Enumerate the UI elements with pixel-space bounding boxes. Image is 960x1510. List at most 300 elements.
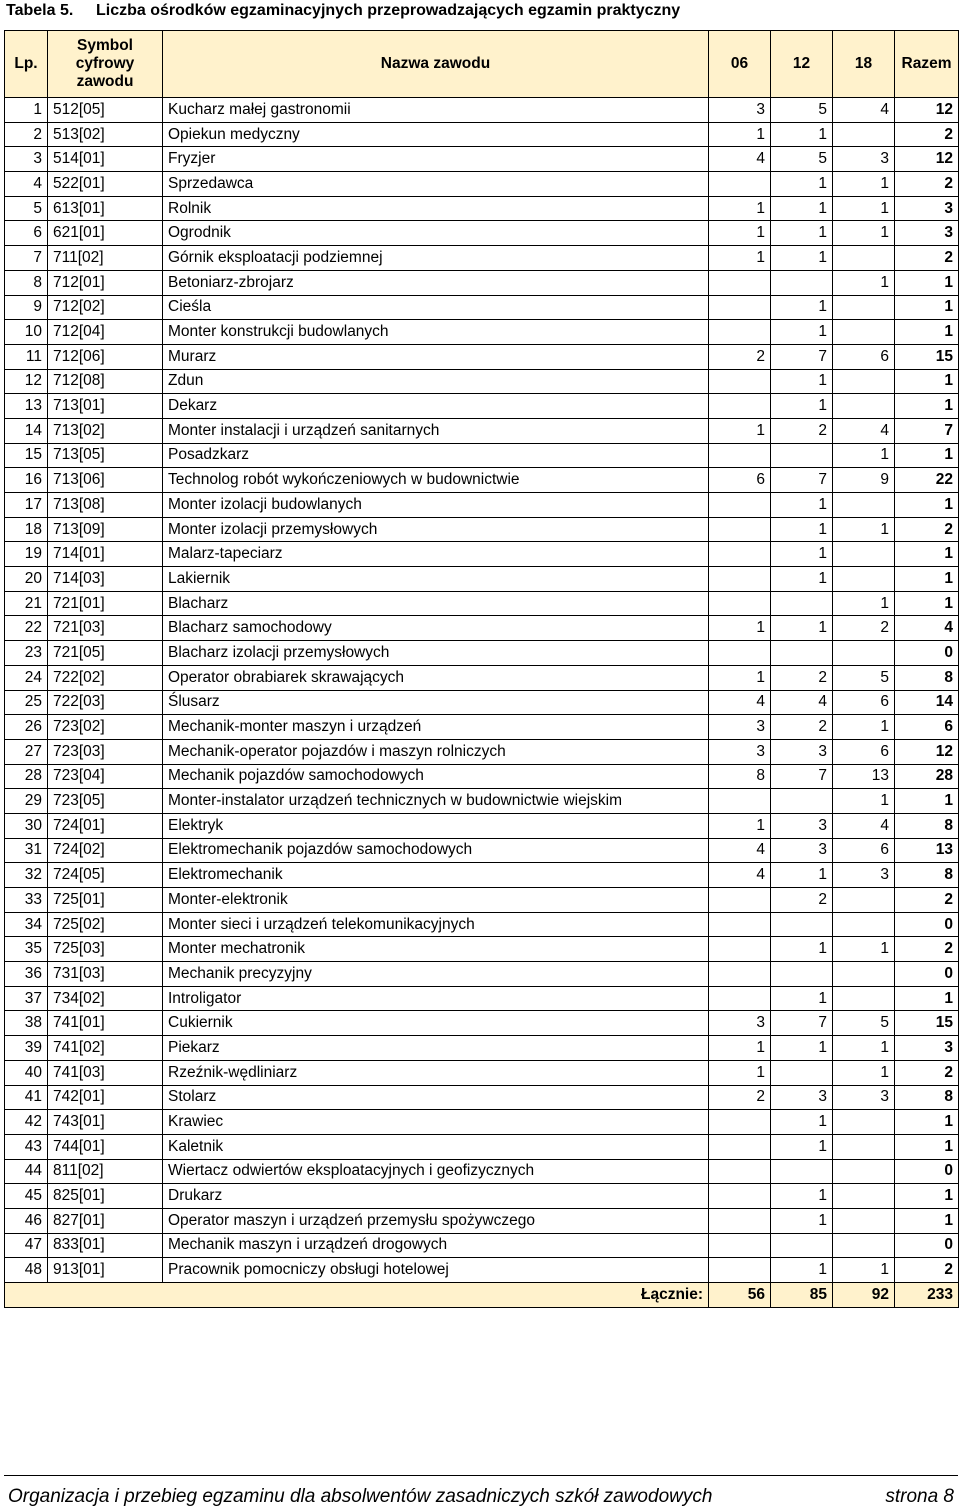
cell-lp: 37 (5, 986, 48, 1011)
cell-06 (709, 172, 771, 197)
cell-total: 0 (895, 912, 959, 937)
table-row (5, 937, 959, 962)
cell-lp: 34 (5, 912, 48, 937)
cell-12: 1 (771, 320, 833, 345)
header-name: Nazwa zawodu (163, 31, 709, 98)
summary-row (5, 1283, 959, 1308)
cell-name: Drukarz (163, 1184, 709, 1209)
cell-symbol: 744[01] (48, 1134, 163, 1159)
cell-06: 1 (709, 1036, 771, 1061)
cell-06: 1 (709, 196, 771, 221)
table-row (5, 246, 959, 271)
cell-06 (709, 1208, 771, 1233)
cell-lp: 26 (5, 715, 48, 740)
cell-18 (833, 641, 895, 666)
cell-lp: 1 (5, 98, 48, 123)
cell-name: Monter izolacji budowlanych (163, 493, 709, 518)
cell-name: Introligator (163, 986, 709, 1011)
cell-lp: 15 (5, 443, 48, 468)
cell-name: Operator maszyn i urządzeń przemysłu spożywczego (163, 1208, 709, 1233)
cell-06 (709, 567, 771, 592)
cell-symbol: 613[01] (48, 196, 163, 221)
table-row (5, 690, 959, 715)
cell-18: 6 (833, 690, 895, 715)
cell-12: 7 (771, 1011, 833, 1036)
cell-18 (833, 493, 895, 518)
header-symbol: Symbol cyfrowy zawodu (48, 31, 163, 98)
cell-lp: 17 (5, 493, 48, 518)
cell-06 (709, 493, 771, 518)
cell-symbol: 711[02] (48, 246, 163, 271)
cell-total: 6 (895, 715, 959, 740)
cell-06 (709, 789, 771, 814)
table-row (5, 517, 959, 542)
cell-06 (709, 517, 771, 542)
cell-name: Ogrodnik (163, 221, 709, 246)
cell-06 (709, 937, 771, 962)
cell-total: 0 (895, 641, 959, 666)
cell-12: 7 (771, 764, 833, 789)
cell-symbol: 723[03] (48, 739, 163, 764)
cell-lp: 42 (5, 1110, 48, 1135)
cell-total: 1 (895, 443, 959, 468)
cell-12 (771, 641, 833, 666)
header-lp: Lp. (5, 31, 48, 98)
cell-total: 14 (895, 690, 959, 715)
cell-name: Sprzedawca (163, 172, 709, 197)
cell-total: 2 (895, 172, 959, 197)
cell-lp: 12 (5, 369, 48, 394)
cell-12: 1 (771, 172, 833, 197)
cell-18 (833, 1134, 895, 1159)
cell-symbol: 713[06] (48, 468, 163, 493)
cell-name: Ślusarz (163, 690, 709, 715)
cell-12: 4 (771, 690, 833, 715)
cell-total: 2 (895, 937, 959, 962)
cell-06: 1 (709, 813, 771, 838)
cell-total: 1 (895, 789, 959, 814)
cell-18: 4 (833, 418, 895, 443)
cell-total: 7 (895, 418, 959, 443)
table-row (5, 443, 959, 468)
cell-total: 0 (895, 962, 959, 987)
cell-12: 3 (771, 813, 833, 838)
cell-18: 3 (833, 147, 895, 172)
cell-symbol: 723[04] (48, 764, 163, 789)
table-row (5, 172, 959, 197)
cell-name: Technolog robót wykończeniowych w budownictwie (163, 468, 709, 493)
cell-symbol: 713[01] (48, 394, 163, 419)
cell-name: Cukiernik (163, 1011, 709, 1036)
cell-18 (833, 962, 895, 987)
cell-12: 1 (771, 493, 833, 518)
table-row (5, 1085, 959, 1110)
cell-lp: 41 (5, 1085, 48, 1110)
cell-name: Pracownik pomocniczy obsługi hotelowej (163, 1258, 709, 1283)
cell-total: 1 (895, 1208, 959, 1233)
cell-symbol: 731[03] (48, 962, 163, 987)
cell-name: Mechanik-operator pojazdów i maszyn rolniczych (163, 739, 709, 764)
cell-total: 13 (895, 838, 959, 863)
cell-lp: 45 (5, 1184, 48, 1209)
cell-total: 12 (895, 739, 959, 764)
cell-total: 3 (895, 221, 959, 246)
cell-18: 3 (833, 863, 895, 888)
cell-lp: 33 (5, 888, 48, 913)
cell-18: 1 (833, 1060, 895, 1085)
cell-lp: 18 (5, 517, 48, 542)
cell-12: 1 (771, 937, 833, 962)
cell-name: Zdun (163, 369, 709, 394)
table-row (5, 147, 959, 172)
cell-06: 4 (709, 838, 771, 863)
table-row (5, 813, 959, 838)
cell-total: 1 (895, 986, 959, 1011)
cell-12: 1 (771, 517, 833, 542)
cell-12: 1 (771, 1134, 833, 1159)
cell-12: 1 (771, 295, 833, 320)
cell-18 (833, 888, 895, 913)
table-number: Tabela 5. (6, 2, 74, 19)
cell-18: 4 (833, 813, 895, 838)
cell-symbol: 743[01] (48, 1110, 163, 1135)
cell-06: 1 (709, 616, 771, 641)
cell-18: 6 (833, 739, 895, 764)
cell-symbol: 713[05] (48, 443, 163, 468)
cell-12: 1 (771, 542, 833, 567)
cell-06: 1 (709, 221, 771, 246)
table-row (5, 418, 959, 443)
table-row (5, 641, 959, 666)
cell-name: Górnik eksploatacji podziemnej (163, 246, 709, 271)
cell-symbol: 712[02] (48, 295, 163, 320)
cell-06 (709, 1134, 771, 1159)
cell-06: 1 (709, 418, 771, 443)
summary-total: 233 (895, 1283, 959, 1308)
cell-12: 1 (771, 1110, 833, 1135)
cell-06 (709, 962, 771, 987)
cell-12: 1 (771, 616, 833, 641)
cell-lp: 30 (5, 813, 48, 838)
cell-symbol: 514[01] (48, 147, 163, 172)
cell-symbol: 724[05] (48, 863, 163, 888)
cell-12: 1 (771, 1036, 833, 1061)
cell-total: 1 (895, 567, 959, 592)
cell-symbol: 512[05] (48, 98, 163, 123)
cell-06: 1 (709, 122, 771, 147)
cell-18 (833, 122, 895, 147)
cell-12: 1 (771, 122, 833, 147)
cell-lp: 5 (5, 196, 48, 221)
cell-total: 1 (895, 320, 959, 345)
cell-12: 5 (771, 98, 833, 123)
cell-total: 2 (895, 1258, 959, 1283)
table-caption (6, 0, 680, 22)
cell-12 (771, 591, 833, 616)
cell-total: 1 (895, 369, 959, 394)
cell-name: Fryzjer (163, 147, 709, 172)
cell-12: 1 (771, 986, 833, 1011)
table-row (5, 764, 959, 789)
table-row (5, 665, 959, 690)
cell-lp: 8 (5, 270, 48, 295)
cell-18: 1 (833, 789, 895, 814)
table-row (5, 1258, 959, 1283)
cell-name: Lakiernik (163, 567, 709, 592)
cell-12: 1 (771, 863, 833, 888)
cell-symbol: 714[01] (48, 542, 163, 567)
cell-lp: 22 (5, 616, 48, 641)
cell-symbol: 741[03] (48, 1060, 163, 1085)
cell-lp: 2 (5, 122, 48, 147)
header-12: 12 (771, 31, 833, 98)
cell-name: Monter-elektronik (163, 888, 709, 913)
cell-name: Mechanik-monter maszyn i urządzeń (163, 715, 709, 740)
cell-lp: 38 (5, 1011, 48, 1036)
cell-18 (833, 567, 895, 592)
table-row (5, 221, 959, 246)
cell-symbol: 722[02] (48, 665, 163, 690)
footer-page-number: strona 8 (885, 1486, 954, 1507)
cell-total: 2 (895, 1060, 959, 1085)
header-18: 18 (833, 31, 895, 98)
cell-symbol: 827[01] (48, 1208, 163, 1233)
cell-name: Blacharz samochodowy (163, 616, 709, 641)
table-row (5, 1184, 959, 1209)
cell-name: Mechanik precyzyjny (163, 962, 709, 987)
table-row (5, 838, 959, 863)
table-body (5, 98, 959, 1283)
cell-lp: 47 (5, 1233, 48, 1258)
cell-symbol: 721[01] (48, 591, 163, 616)
table-row (5, 1208, 959, 1233)
cell-name: Wiertacz odwiertów eksploatacyjnych i geofizycznych (163, 1159, 709, 1184)
cell-name: Monter konstrukcji budowlanych (163, 320, 709, 345)
table-row (5, 888, 959, 913)
cell-lp: 19 (5, 542, 48, 567)
cell-total: 1 (895, 394, 959, 419)
cell-name: Piekarz (163, 1036, 709, 1061)
cell-18: 1 (833, 1258, 895, 1283)
cell-18: 1 (833, 517, 895, 542)
cell-symbol: 723[02] (48, 715, 163, 740)
cell-total: 12 (895, 147, 959, 172)
cell-18 (833, 369, 895, 394)
summary-18: 92 (833, 1283, 895, 1308)
cell-lp: 3 (5, 147, 48, 172)
table-row (5, 1159, 959, 1184)
table-row (5, 962, 959, 987)
cell-18: 1 (833, 172, 895, 197)
cell-12: 1 (771, 196, 833, 221)
cell-06: 3 (709, 715, 771, 740)
cell-name: Kaletnik (163, 1134, 709, 1159)
cell-06: 4 (709, 690, 771, 715)
cell-lp: 35 (5, 937, 48, 962)
table-row (5, 270, 959, 295)
cell-18: 4 (833, 98, 895, 123)
cell-name: Monter sieci i urządzeń telekomunikacyjnych (163, 912, 709, 937)
cell-name: Monter mechatronik (163, 937, 709, 962)
header-06: 06 (709, 31, 771, 98)
cell-name: Murarz (163, 344, 709, 369)
cell-total: 1 (895, 493, 959, 518)
cell-18 (833, 295, 895, 320)
cell-12: 2 (771, 418, 833, 443)
cell-12 (771, 270, 833, 295)
cell-lp: 31 (5, 838, 48, 863)
cell-symbol: 712[01] (48, 270, 163, 295)
cell-total: 15 (895, 344, 959, 369)
cell-06 (709, 641, 771, 666)
cell-18: 9 (833, 468, 895, 493)
cell-06: 8 (709, 764, 771, 789)
cell-06 (709, 270, 771, 295)
cell-12: 1 (771, 1258, 833, 1283)
cell-lp: 43 (5, 1134, 48, 1159)
table-row (5, 196, 959, 221)
cell-06 (709, 1258, 771, 1283)
cell-name: Elektryk (163, 813, 709, 838)
cell-symbol: 833[01] (48, 1233, 163, 1258)
cell-symbol: 713[08] (48, 493, 163, 518)
cell-12: 1 (771, 1208, 833, 1233)
cell-06: 1 (709, 246, 771, 271)
cell-06 (709, 320, 771, 345)
cell-lp: 48 (5, 1258, 48, 1283)
cell-12: 5 (771, 147, 833, 172)
cell-symbol: 725[03] (48, 937, 163, 962)
table-row (5, 739, 959, 764)
table-row (5, 369, 959, 394)
cell-symbol: 712[04] (48, 320, 163, 345)
cell-06 (709, 443, 771, 468)
cell-symbol: 825[01] (48, 1184, 163, 1209)
cell-12: 2 (771, 715, 833, 740)
table-row (5, 1036, 959, 1061)
cell-12: 1 (771, 394, 833, 419)
cell-06 (709, 1233, 771, 1258)
cell-lp: 9 (5, 295, 48, 320)
cell-lp: 14 (5, 418, 48, 443)
cell-12: 3 (771, 739, 833, 764)
cell-symbol: 713[02] (48, 418, 163, 443)
cell-06: 3 (709, 1011, 771, 1036)
cell-lp: 13 (5, 394, 48, 419)
cell-name: Mechanik maszyn i urządzeń drogowych (163, 1233, 709, 1258)
table-row (5, 863, 959, 888)
cell-12 (771, 962, 833, 987)
cell-12 (771, 1159, 833, 1184)
table-row (5, 493, 959, 518)
cell-name: Betoniarz-zbrojarz (163, 270, 709, 295)
cell-06: 2 (709, 1085, 771, 1110)
cell-18: 1 (833, 1036, 895, 1061)
cell-total: 8 (895, 1085, 959, 1110)
cell-06 (709, 912, 771, 937)
cell-name: Rolnik (163, 196, 709, 221)
cell-name: Opiekun medyczny (163, 122, 709, 147)
cell-name: Elektromechanik pojazdów samochodowych (163, 838, 709, 863)
cell-06 (709, 369, 771, 394)
cell-total: 4 (895, 616, 959, 641)
summary-06: 56 (709, 1283, 771, 1308)
cell-symbol: 714[03] (48, 567, 163, 592)
cell-symbol: 734[02] (48, 986, 163, 1011)
table-row (5, 98, 959, 123)
cell-symbol: 721[03] (48, 616, 163, 641)
cell-name: Malarz-tapeciarz (163, 542, 709, 567)
cell-name: Monter izolacji przemysłowych (163, 517, 709, 542)
table-row (5, 912, 959, 937)
cell-lp: 23 (5, 641, 48, 666)
table-row (5, 1134, 959, 1159)
cell-18: 1 (833, 715, 895, 740)
cell-total: 3 (895, 1036, 959, 1061)
cell-lp: 4 (5, 172, 48, 197)
cell-symbol: 722[03] (48, 690, 163, 715)
cell-lp: 21 (5, 591, 48, 616)
cell-06 (709, 1184, 771, 1209)
cell-12 (771, 1233, 833, 1258)
cell-18: 6 (833, 838, 895, 863)
cell-06 (709, 591, 771, 616)
table-row (5, 468, 959, 493)
cell-18 (833, 1233, 895, 1258)
table-row (5, 542, 959, 567)
header-total: Razem (895, 31, 959, 98)
cell-total: 2 (895, 517, 959, 542)
cell-18: 13 (833, 764, 895, 789)
cell-name: Monter instalacji i urządzeń sanitarnych (163, 418, 709, 443)
cell-symbol: 522[01] (48, 172, 163, 197)
cell-18: 1 (833, 937, 895, 962)
cell-symbol: 712[06] (48, 344, 163, 369)
cell-total: 8 (895, 665, 959, 690)
cell-total: 1 (895, 542, 959, 567)
cell-18 (833, 912, 895, 937)
cell-06: 2 (709, 344, 771, 369)
cell-12: 2 (771, 888, 833, 913)
cell-lp: 44 (5, 1159, 48, 1184)
cell-total: 2 (895, 122, 959, 147)
cell-name: Krawiec (163, 1110, 709, 1135)
cell-name: Monter-instalator urządzeń technicznych w budownictwie wiejskim (163, 789, 709, 814)
cell-18: 2 (833, 616, 895, 641)
table-row (5, 1110, 959, 1135)
cell-name: Rzeźnik-wędliniarz (163, 1060, 709, 1085)
cell-lp: 11 (5, 344, 48, 369)
cell-18: 5 (833, 665, 895, 690)
table-row (5, 789, 959, 814)
cell-18 (833, 986, 895, 1011)
cell-06 (709, 1110, 771, 1135)
cell-total: 1 (895, 295, 959, 320)
cell-06 (709, 888, 771, 913)
cell-total: 28 (895, 764, 959, 789)
cell-total: 1 (895, 1134, 959, 1159)
cell-12: 3 (771, 838, 833, 863)
cell-symbol: 725[02] (48, 912, 163, 937)
cell-name: Elektromechanik (163, 863, 709, 888)
cell-12: 1 (771, 567, 833, 592)
cell-name: Blacharz izolacji przemysłowych (163, 641, 709, 666)
cell-lp: 7 (5, 246, 48, 271)
cell-lp: 29 (5, 789, 48, 814)
cell-12: 3 (771, 1085, 833, 1110)
cell-name: Cieśla (163, 295, 709, 320)
cell-total: 1 (895, 1184, 959, 1209)
